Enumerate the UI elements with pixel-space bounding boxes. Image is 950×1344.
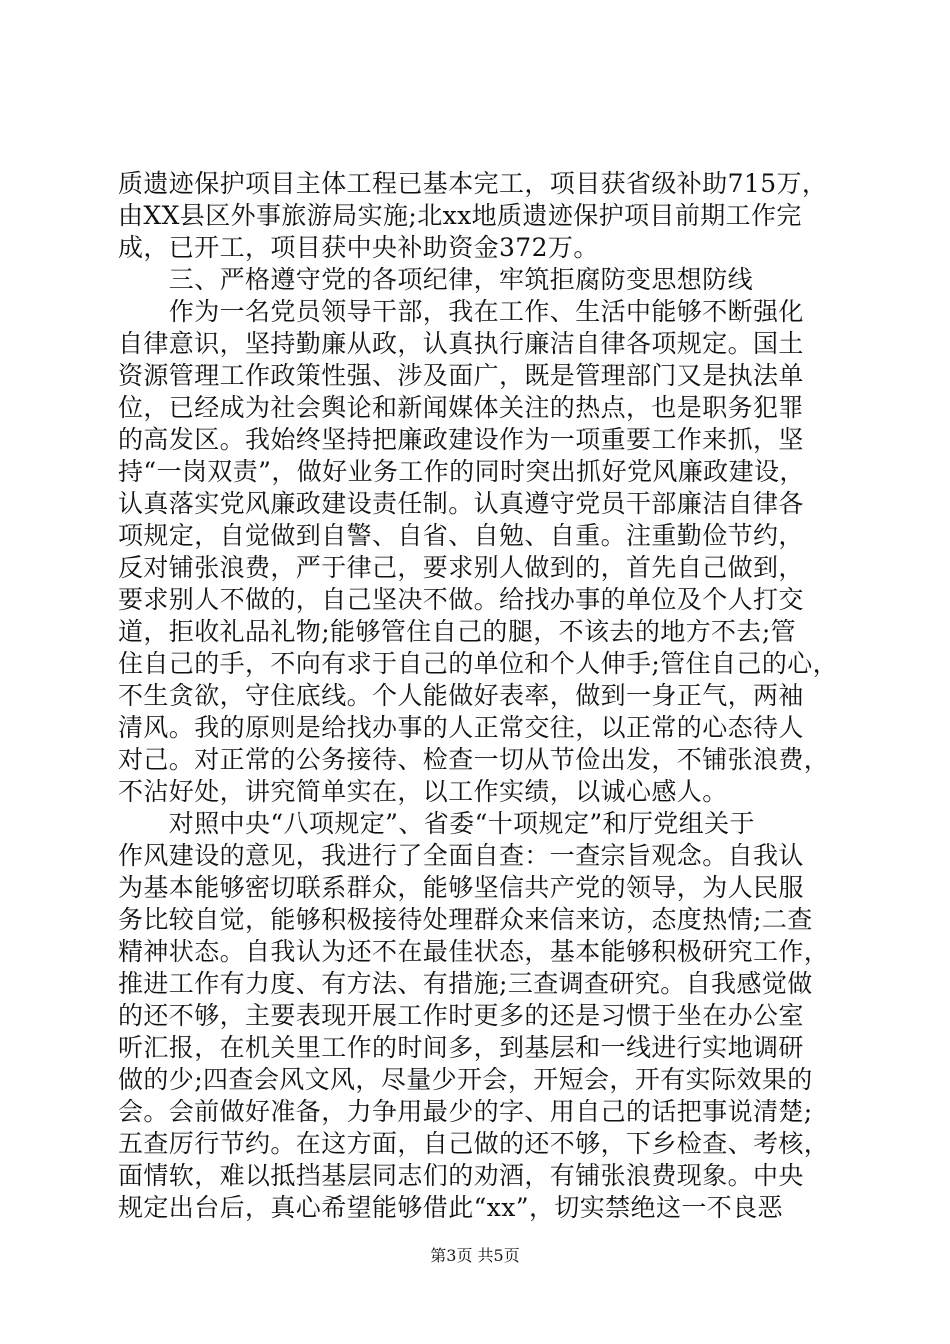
- text-line-29: 做的少;四查会风文风，尽量少开会，开短会，开有实际效果的: [118, 1065, 813, 1094]
- text-line-15: 道，拒收礼品礼物;能够管住自己的腿，不该去的地方不去;管: [118, 617, 797, 646]
- text-line-24: 务比较自觉，能够积极接待处理群众来信来访，态度热情;二查: [118, 905, 813, 934]
- text-line-14: 要求别人不做的，自己坚决不做。给找办事的单位及个人打交: [118, 585, 804, 614]
- text-line-32: 面情软，难以抵挡基层同志们的劝酒，有铺张浪费现象。中央: [118, 1161, 804, 1190]
- text-line-6: 自律意识，坚持勤廉从政，认真执行廉洁自律各项规定。国土: [118, 329, 804, 358]
- text-line-27: 的还不够，主要表现开展工作时更多的还是习惯于坐在办公室: [118, 1001, 804, 1030]
- text-line-22: 作风建设的意见，我进行了全面自查：一查宗旨观念。自我认: [118, 841, 804, 870]
- text-line-30: 会。会前做好准备，力争用最少的字、用自己的话把事说清楚;: [118, 1097, 813, 1126]
- text-line-8: 位，已经成为社会舆论和新闻媒体关注的热点，也是职务犯罪: [118, 393, 804, 422]
- page-footer: [0, 1246, 950, 1266]
- text-line-1: 质遗迹保护项目主体工程已基本完工，项目获省级补助715万，: [118, 169, 828, 198]
- text-line-19: 对己。对正常的公务接待、检查一切从节俭出发，不铺张浪费，: [118, 745, 830, 774]
- text-line-9: 的高发区。我始终坚持把廉政建设作为一项重要工作来抓，坚: [118, 425, 804, 454]
- text-line-31: 五查厉行节约。在这方面，自己做的还不够，下乡检查、考核，: [118, 1129, 830, 1158]
- text-line-11: 认真落实党风廉政建设责任制。认真遵守党员干部廉洁自律各: [118, 489, 804, 518]
- text-line-10: 持“一岗双责”，做好业务工作的同时突出抓好党风廉政建设，: [118, 457, 805, 486]
- text-line-5: 作为一名党员领导干部，我在工作、生活中能够不断强化: [118, 297, 804, 326]
- text-line-2: 由XX县区外事旅游局实施;北xx地质遗迹保护项目前期工作完: [118, 201, 802, 230]
- text-line-28: 听汇报，在机关里工作的时间多，到基层和一线进行实地调研: [118, 1033, 804, 1062]
- text-line-20: 不沾好处，讲究简单实在，以工作实绩，以诚心感人。: [118, 777, 728, 806]
- text-line-25: 精神状态。自我认为还不在最佳状态，基本能够积极研究工作，: [118, 937, 830, 966]
- text-line-26: 推进工作有力度、有方法、有措施;三查调查研究。自我感觉做: [118, 969, 813, 998]
- text-line-3: 成，已开工，项目获中央补助资金372万。: [118, 233, 599, 262]
- text-line-17: 不生贪欲，守住底线。个人能做好表率，做到一身正气，两袖: [118, 681, 804, 710]
- text-line-13: 反对铺张浪费，严于律己，要求别人做到的，首先自己做到，: [118, 553, 804, 582]
- text-line-21: 对照中央“八项规定”、省委“十项规定”和厅党组关于: [118, 809, 755, 838]
- text-line-23: 为基本能够密切联系群众，能够坚信共产党的领导，为人民服: [118, 873, 804, 902]
- page-number: 第3页 共5页: [430, 1246, 520, 1265]
- section-heading: 三、严格遵守党的各项纪律，牢筑拒腐防变思想防线: [118, 265, 754, 294]
- text-line-12: 项规定，自觉做到自警、自省、自勉、自重。注重勤俭节约，: [118, 521, 804, 550]
- text-line-33: 规定出台后，真心希望能够借此“xx”，切实禁绝这一不良恶: [118, 1193, 783, 1222]
- text-line-7: 资源管理工作政策性强、涉及面广，既是管理部门又是执法单: [118, 361, 804, 390]
- text-line-18: 清风。我的原则是给找办事的人正常交往，以正常的心态待人: [118, 713, 804, 742]
- document-body: [118, 168, 838, 1224]
- text-line-16: 住自己的手，不向有求于自己的单位和个人伸手;管住自己的心，: [118, 649, 839, 678]
